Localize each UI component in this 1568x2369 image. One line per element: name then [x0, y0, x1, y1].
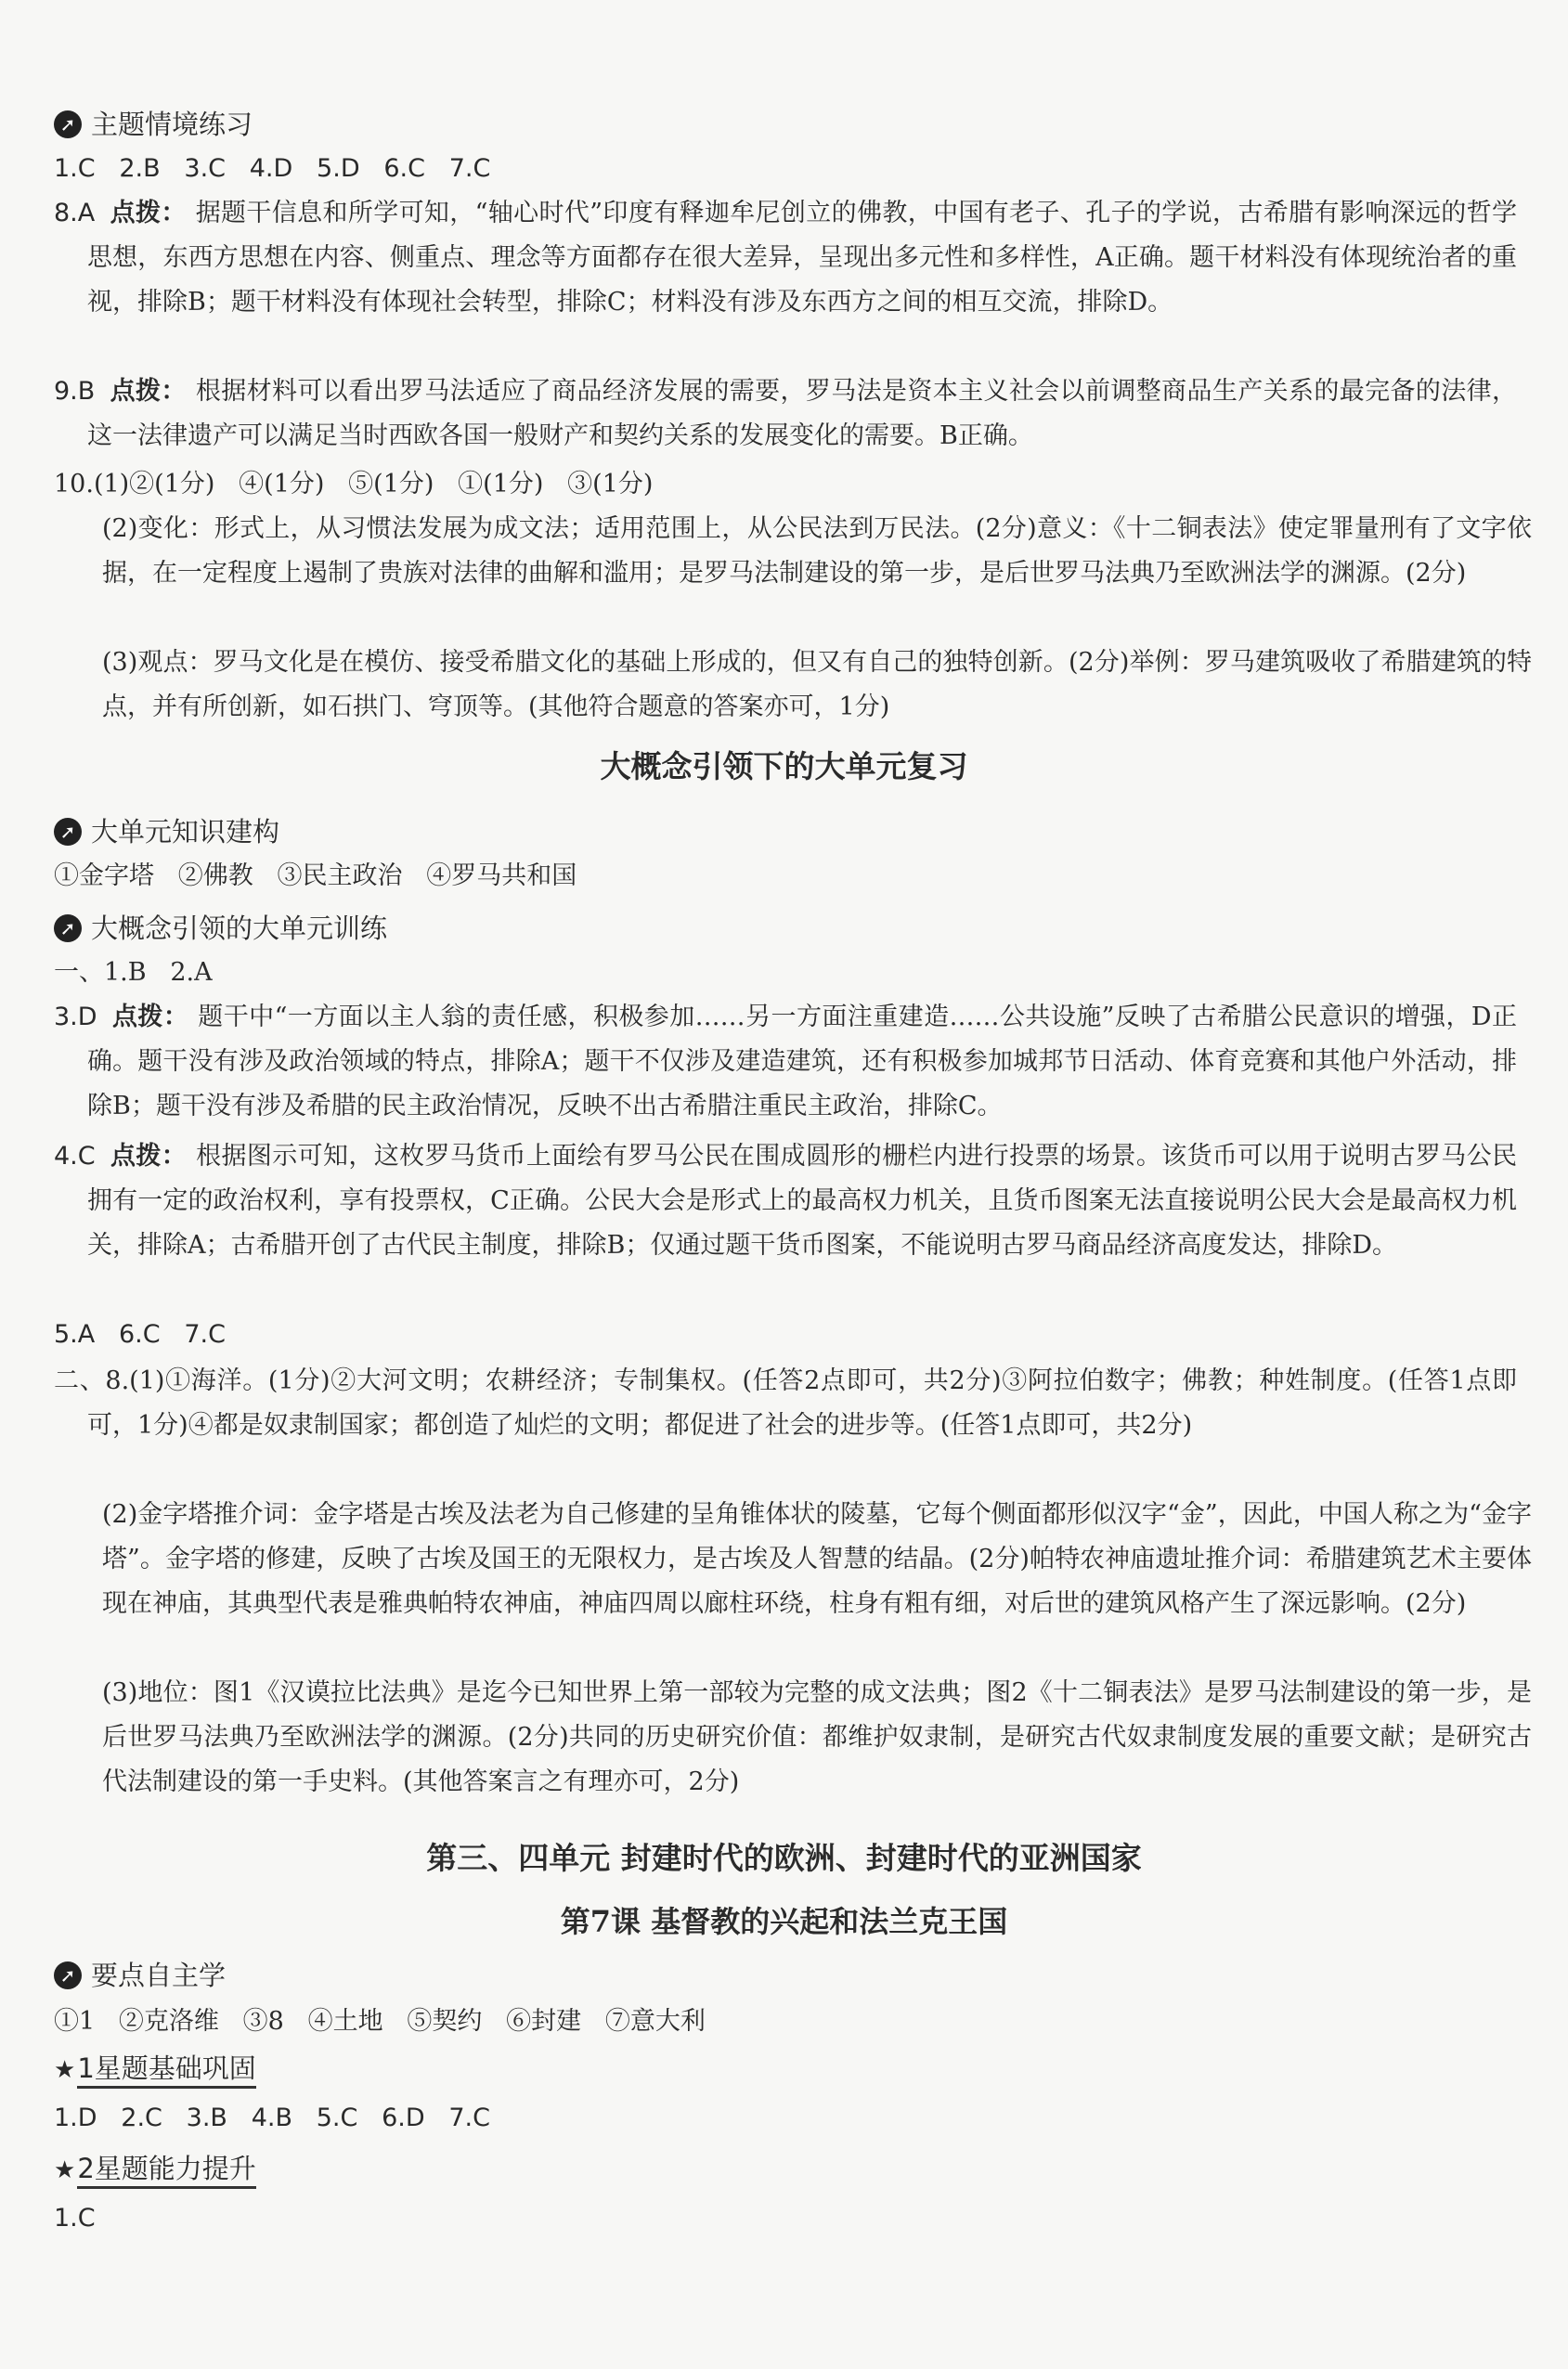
arrow-circle-icon: ➚: [54, 818, 82, 846]
answer-q10-part3: (3)观点：罗马文化是在模仿、接受希腊文化的基础上形成的，但又有自己的独特创新。(2分)举例：罗马建筑吸收了希腊建筑的特点，并有所创新，如石拱门、穹顶等。(其他符合题意的答案亦可，1分): [102, 648, 1532, 721]
star-icon: ★: [54, 2056, 76, 2084]
answer-q8-part1: 二、8.(1)①海洋。(1分)②大河文明；农耕经济；专制集权。(任答2点即可，共2分)③阿拉伯数字；佛教；种姓制度。(任答1点即可，1分)④都是奴隶制国家；都创造了灿烂的文明；都促进了社会的进步等。(任答1点即可，共2分): [54, 1366, 1517, 1440]
knowledge-row: ①金字塔 ②佛教 ③民主政治 ④罗马共和国: [54, 861, 577, 890]
answer-row: 1.C 2.B 3.C 4.D 5.D 6.C 7.C: [54, 154, 491, 183]
star2-heading: [54, 2150, 1484, 2187]
section-heading-text: 大概念引领的大单元训练: [91, 913, 388, 944]
answer-q3: [54, 995, 1517, 1129]
hint-text: 根据图示可知，这枚罗马货币上面绘有罗马公民在围成圆形的栅栏内进行投票的场景。该货币可以用于说明古罗马公民拥有一定的政治权利，享有投票权，C正确。公民大会是形式上的最高权力机关，且货币图案无法直接说明公民大会是最高权力机关，排除A；古希腊开创了古代民主制度，排除B；仅通过题干货币图案，不能说明古罗马商品经济高度发达，排除D。: [87, 1142, 1518, 1260]
star-icon: ★: [54, 2156, 76, 2184]
arrow-circle-icon: ➚: [54, 914, 82, 942]
star-heading-text: 1星题基础巩固: [77, 2052, 255, 2089]
hint-text: 根据材料可以看出罗马法适应了商品经济发展的需要，罗马法是资本主义社会以前调整商品生产关系的最完备的法律，这一法律遗产可以满足当时西欧各国一般财产和契约关系的发展变化的需要。B正确。: [87, 377, 1518, 450]
knowledge-row: ①1 ②克洛维 ③8 ④土地 ⑤契约 ⑥封建 ⑦意大利: [54, 2007, 706, 2036]
section-heading-text: 要点自主学: [91, 1960, 227, 1991]
answer-row: 一、1.B 2.A: [54, 958, 213, 987]
answer-row: 1.D 2.C 3.B 4.B 5.C 6.D 7.C: [54, 2104, 490, 2132]
answer-row: 1.C: [54, 2204, 96, 2233]
lesson-title: 第7课 基督教的兴起和法兰克王国: [560, 1904, 1008, 1939]
section-heading-theme-practice: [54, 106, 1484, 143]
section-heading-text: 主题情境练习: [91, 109, 253, 140]
section-heading-unit-training: [54, 910, 1484, 947]
question-number: 8.A: [54, 199, 96, 227]
answer-q4: [54, 1134, 1517, 1268]
question-number: 4.C: [54, 1142, 96, 1171]
answer-q9: [54, 369, 1517, 459]
question-number: 3.D: [54, 1003, 97, 1031]
answer-q10-part2: (2)变化：形式上，从习惯法发展为成文法；适用范围上，从公民法到万民法。(2分)意义：《十二铜表法》使定罪量刑有了文字依据，在一定程度上遏制了贵族对法律的曲解和滥用；是罗马法制建设的第一步，是后世罗马法典乃至欧洲法学的渊源。(2分): [102, 514, 1532, 588]
section-heading-unit-knowledge: [54, 813, 1484, 850]
answer-q8-part3: (3)地位：图1《汉谟拉比法典》是迄今已知世界上第一部较为完整的成文法典；图2《十二铜表法》是罗马法制建设的第一步，是后世罗马法典乃至欧洲法学的渊源。(2分)共同的历史研究价值：都维护奴隶制，是研究古代奴隶制度发展的重要文献；是研究古代法制建设的第一手史料。(其他答案言之有理亦可，2分): [102, 1678, 1532, 1796]
hint-label: 点拨：: [110, 1142, 188, 1171]
answer-q10-part1: 10.(1)②(1分) ④(1分) ⑤(1分) ①(1分) ③(1分): [54, 470, 654, 498]
arrow-circle-icon: ➚: [54, 1961, 82, 1989]
hint-label: 点拨：: [110, 377, 187, 406]
answer-q8-part2: (2)金字塔推介词：金字塔是古埃及法老为自己修建的呈角锥体状的陵墓，它每个侧面都形似汉字“金”，因此，中国人称之为“金字塔”。金字塔的修建，反映了古埃及国王的无限权力，是古埃及人智慧的结晶。(2分)帕特农神庙遗址推介词：希腊建筑艺术主要体现在神庙，其典型代表是雅典帕特农神庙，神庙四周以廊柱环绕，柱身有粗有细，对后世的建筑风格产生了深远影响。(2分): [102, 1500, 1532, 1618]
section-heading-key-points: [54, 1957, 1484, 1994]
star1-heading: [54, 2050, 1484, 2087]
review-title: 大概念引领下的大单元复习: [600, 748, 968, 784]
section-heading-text: 大单元知识建构: [91, 816, 280, 848]
answer-row: 5.A 6.C 7.C: [54, 1320, 226, 1349]
star-heading-text: 2星题能力提升: [77, 2153, 255, 2189]
arrow-circle-icon: ➚: [54, 110, 82, 138]
hint-label: 点拨：: [111, 1003, 189, 1031]
hint-text: 据题干信息和所学可知，“轴心时代”印度有释迦牟尼创立的佛教，中国有老子、孔子的学说，古希腊有影响深远的哲学思想，东西方思想在内容、侧重点、理念等方面都存在很大差异，呈现出多元性和多样性，A正确。题干材料没有体现统治者的重视，排除B；题干材料没有体现社会转型，排除C；材料没有涉及东西方之间的相互交流，排除D。: [87, 199, 1518, 317]
question-number: 9.B: [54, 377, 96, 406]
hint-text: 题干中“一方面以主人翁的责任感，积极参加……另一方面注重建造……公共设施”反映了古希腊公民意识的增强，D正确。题干没有涉及政治领域的特点，排除A；题干不仅涉及建造建筑，还有积极参加城邦节日活动、体育竞赛和其他户外活动，排除B；题干没有涉及希腊的民主政治情况，反映不出古希腊注重民主政治，排除C。: [87, 1003, 1517, 1120]
answer-q8: [54, 191, 1517, 325]
hint-label: 点拨：: [110, 199, 187, 227]
unit-title: 第三、四单元 封建时代的欧洲、封建时代的亚洲国家: [426, 1840, 1142, 1876]
